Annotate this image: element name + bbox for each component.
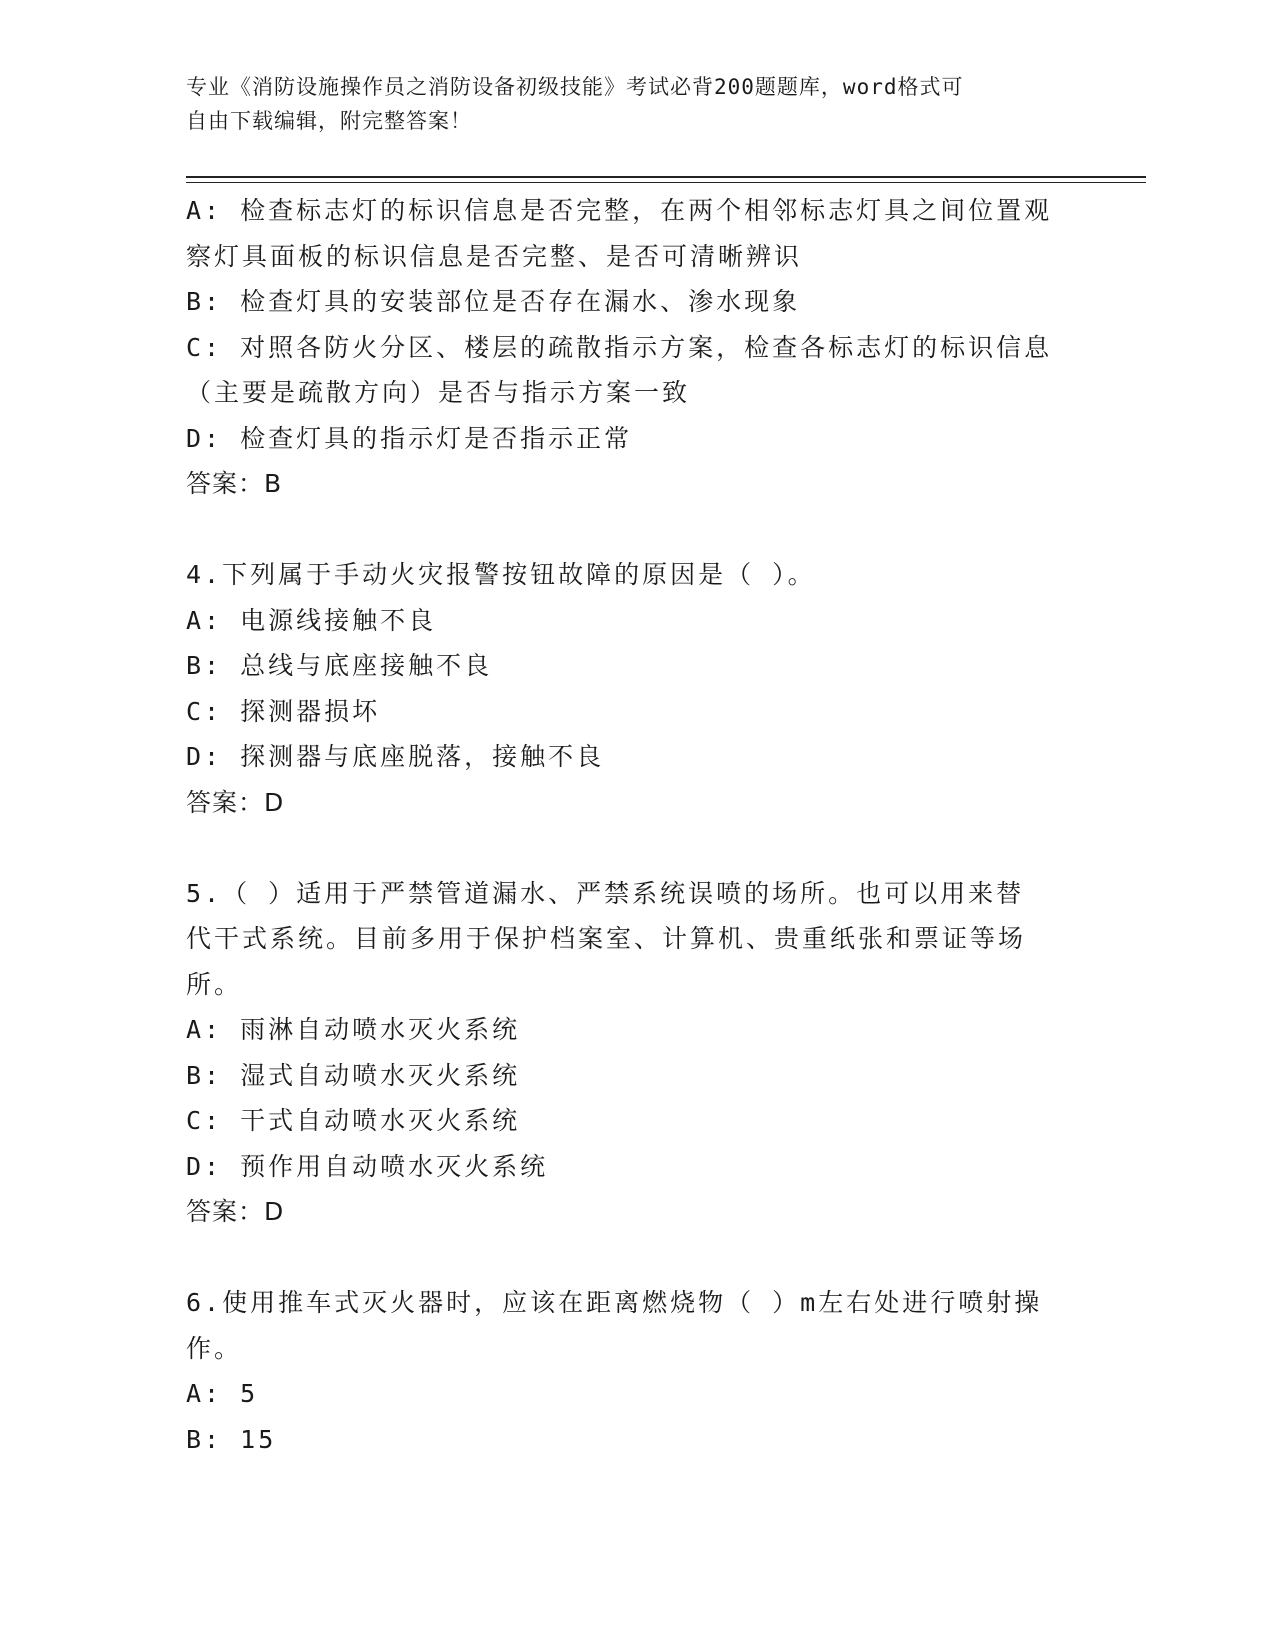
- q6-stem-line-2: 作。: [186, 1333, 243, 1363]
- q5-option-c: C: 干式自动喷水灭火系统: [186, 1106, 521, 1135]
- q4-option-b: B: 总线与底座接触不良: [186, 651, 493, 680]
- q6-option-b: B: 15: [186, 1424, 277, 1454]
- spacer: [186, 1235, 1086, 1281]
- q3-option-a-line-1: A: 检查标志灯的标识信息是否完整，在两个相邻标志灯具之间位置观: [186, 196, 1053, 225]
- header-divider-thin: [186, 182, 1146, 183]
- question-4: [186, 552, 1086, 825]
- q5-answer: 答案：D: [186, 1197, 285, 1226]
- q3-answer: 答案：B: [186, 469, 283, 498]
- header-divider-thick: [186, 176, 1146, 178]
- q6-option-a: A: 5: [186, 1379, 259, 1408]
- q3-option-d: D: 检查灯具的指示灯是否指示正常: [186, 423, 633, 453]
- spacer: [186, 825, 1086, 871]
- question-content: [186, 188, 1086, 1462]
- q4-option-d: D: 探测器与底座脱落，接触不良: [186, 742, 605, 771]
- q4-option-a: A: 电源线接触不良: [186, 605, 437, 635]
- q5-stem-line-2: 代干式系统。目前多用于保护档案室、计算机、贵重纸张和票证等场: [186, 924, 1027, 953]
- header-line-2: 自由下载编辑，附完整答案！: [186, 109, 472, 133]
- document-header: [186, 70, 1066, 138]
- q3-option-b: B: 检查灯具的安装部位是否存在漏水、渗水现象: [186, 287, 801, 316]
- q3-option-c-line-2: （主要是疏散方向）是否与指示方案一致: [186, 378, 691, 407]
- q5-option-b: B: 湿式自动喷水灭火系统: [186, 1060, 521, 1090]
- question-5: [186, 871, 1086, 1235]
- q3-option-a-line-2: 察灯具面板的标识信息是否完整、是否可清晰辨识: [186, 241, 803, 271]
- q5-stem-line-1: 5.（ ）适用于严禁管道漏水、严禁系统误喷的场所。也可以用来替: [186, 878, 1025, 908]
- q4-option-c: C: 探测器损坏: [186, 696, 381, 726]
- header-line-1: 专业《消防设施操作员之消防设备初级技能》考试必背200题题库，word格式可: [186, 75, 964, 99]
- q4-answer: 答案：D: [186, 787, 285, 817]
- q5-option-d: D: 预作用自动喷水灭火系统: [186, 1151, 549, 1181]
- question-6: [186, 1280, 1086, 1462]
- q4-stem: 4.下列属于手动火灾报警按钮故障的原因是（ ）。: [186, 560, 816, 589]
- q5-stem-line-3: 所。: [186, 969, 243, 999]
- q3-option-c-line-1: C: 对照各防火分区、楼层的疏散指示方案，检查各标志灯的标识信息: [186, 332, 1053, 362]
- q5-option-a: A: 雨淋自动喷水灭火系统: [186, 1015, 521, 1044]
- question-3-options: [186, 188, 1086, 507]
- spacer: [186, 507, 1086, 553]
- q6-stem-line-1: 6.使用推车式灭火器时，应该在距离燃烧物（ ）m左右处进行喷射操: [186, 1288, 1043, 1317]
